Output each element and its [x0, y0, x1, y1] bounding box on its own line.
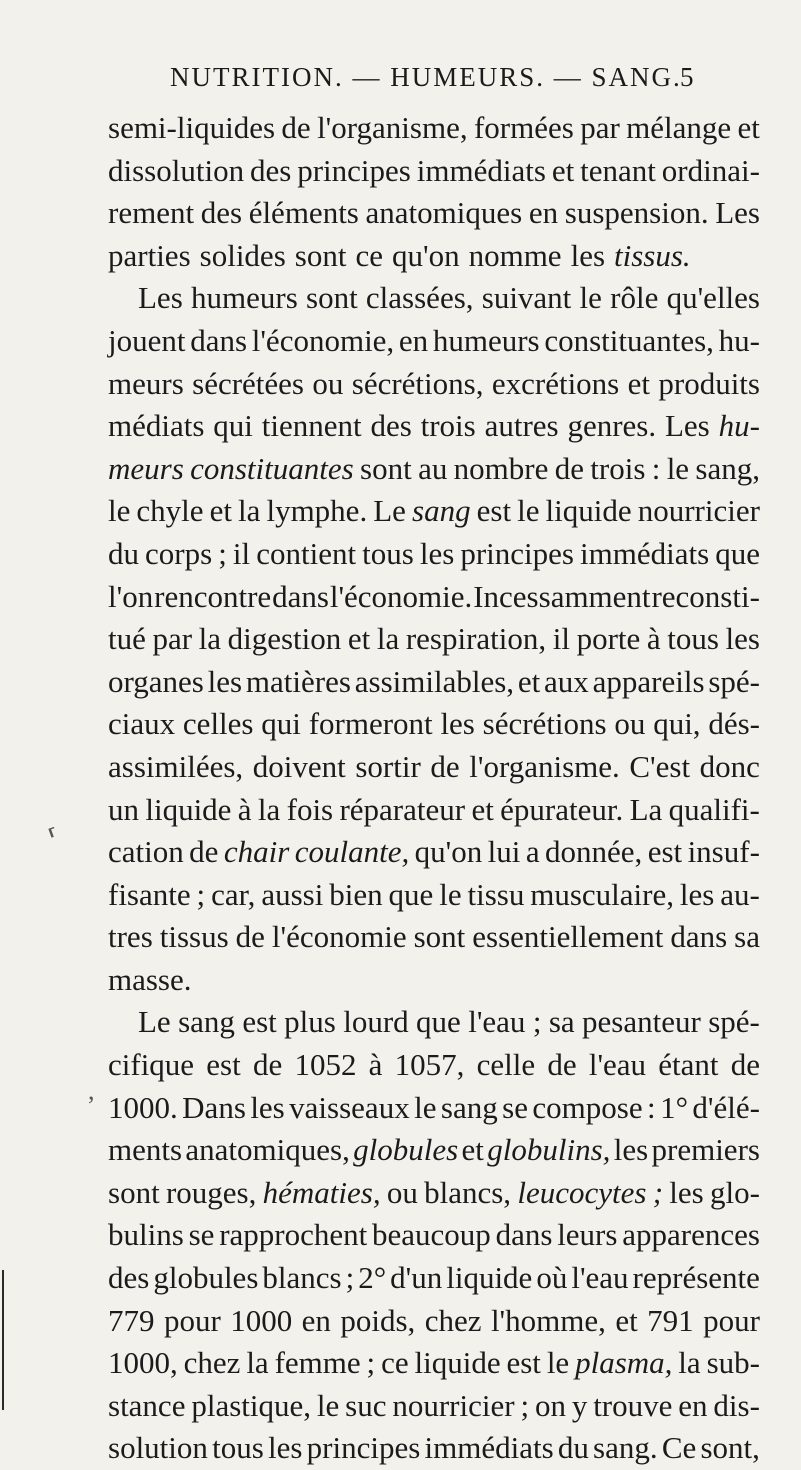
- text-line: 1000, chez la femme ; ce liquide est le plasma, la sub-: [108, 1345, 760, 1381]
- text-line: jouent dans l'économie, en humeurs constituantes, hu-: [108, 322, 760, 358]
- text-line: assimilées, doivent sortir de l'organisme. C'est donc: [108, 748, 760, 784]
- text-line: l'on rencontre dans l'économie. Incessamment reconsti-: [108, 578, 760, 614]
- text-line: semi-liquides de l'organisme, formées par mélange et: [108, 110, 760, 145]
- text-line: fisante ; car, aussi bien que le tissu musculaire, les au-: [108, 876, 760, 912]
- text-line: ciaux celles qui formeront les sécrétions ou qui, dés-: [108, 706, 760, 742]
- text-line: ments anatomiques, globules et globulins, les premiers: [108, 1132, 760, 1168]
- text-line: Les humeurs sont classées, suivant le rôle qu'elles: [138, 280, 760, 316]
- text-line: stance plastique, le suc nourricier ; on y trouve en dis-: [108, 1387, 760, 1423]
- text-line: parties solides sont ce qu'on nomme les tissus.: [108, 237, 691, 273]
- header-title: NUTRITION. — HUMEURS. — SANG.: [170, 62, 682, 92]
- text-line: meurs constituantes sont au nombre de trois : le sang,: [108, 450, 760, 486]
- text-line: médiats qui tiennent des trois autres genres. Les hu-: [108, 408, 760, 444]
- text-line: 779 pour 1000 en poids, chez l'homme, et 791 pour: [108, 1302, 760, 1338]
- text-line: cation de chair coulante, qu'on lui a donnée, est insuf-: [108, 834, 760, 870]
- text-line: solution tous les principes immédiats du sang. Ce sont,: [108, 1430, 760, 1466]
- text-line: cifique est de 1052 à 1057, celle de l'eau étant de: [108, 1047, 760, 1083]
- margin-mark-check: ⸢: [45, 823, 65, 854]
- text-line: du corps ; il contient tous les principes immédiats que: [108, 535, 760, 571]
- margin-mark-comma: ,: [88, 1076, 95, 1105]
- text-line: masse.: [108, 961, 192, 997]
- text-line: sont rouges, hématies, ou blancs, leucocytes ; les glo-: [108, 1174, 760, 1210]
- page-edge-line: [2, 1270, 4, 1410]
- text-line: bulins se rapprochent beaucoup dans leurs apparences: [108, 1217, 760, 1253]
- text-line: organes les matières assimilables, et aux appareils spé-: [108, 663, 760, 699]
- text-line: dissolution des principes immédiats et tenant ordinai-: [108, 152, 760, 188]
- page-number: 5: [680, 62, 696, 92]
- body-text: [108, 107, 760, 1470]
- text-line: 1000. Dans les vaisseaux le sang se compose : 1° d'élé-: [108, 1089, 760, 1125]
- text-line: tué par la digestion et la respiration, il porte à tous les: [108, 621, 760, 657]
- text-line: Le sang est plus lourd que l'eau ; sa pesanteur spé-: [138, 1004, 760, 1040]
- text-line: le chyle et la lymphe. Le sang est le liquide nourricier: [108, 493, 760, 529]
- text-line: un liquide à la fois réparateur et épurateur. La qualifi-: [108, 791, 760, 827]
- text-line: rement des éléments anatomiques en suspension. Les: [108, 195, 760, 231]
- text-line: tres tissus de l'économie sont essentiellement dans sa: [108, 919, 760, 955]
- text-line: des globules blancs ; 2° d'un liquide où l'eau représente: [108, 1260, 760, 1296]
- running-header: [170, 62, 696, 102]
- text-line: meurs sécrétées ou sécrétions, excrétions et produits: [108, 365, 760, 401]
